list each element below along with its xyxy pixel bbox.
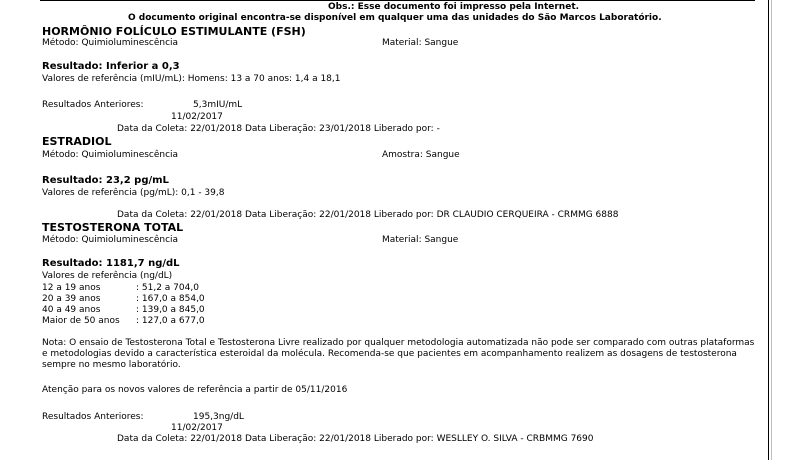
estradiol-collection: Data da Coleta: 22/01/2018 Data Liberação: 22/01/2018 Liberado por: DR CLAUDIO CERQUEIRA - CRMMG 6888 [117,210,619,220]
table-row [42,305,205,316]
range-age: 20 a 39 anos [42,294,101,304]
fsh-material: Material: Sangue [382,38,459,48]
table-row [42,294,205,305]
fsh-previous-value: 5,3mIU/mL [193,100,243,110]
fsh-collection: Data da Coleta: 22/01/2018 Data Liberação: 23/01/2018 Liberado por: - [117,124,440,134]
fsh-previous-date: 11/02/2017 [171,112,223,122]
testosterone-attention: Atenção para os novos valores de referência a partir de 05/11/2016 [42,385,348,395]
testosterone-method: Método: Quimioluminescência [42,235,179,245]
testosterone-previous-value: 195,3ng/dL [193,412,244,422]
page-edge-line [768,0,769,460]
testosterone-material: Material: Sangue [382,235,459,245]
estradiol-reference: Valores de referência (pg/mL): 0,1 - 39,8 [42,188,225,198]
original-notice: O documento original encontra-se disponível em qualquer uma das unidades do São Marcos Laboratório. [128,13,662,23]
fsh-previous-label: Resultados Anteriores: [42,100,144,110]
page-edge-shadow [771,0,772,460]
range-value: : 127,0 a 677,0 [136,316,205,326]
printed-notice: Obs.: Esse documento foi impresso pela Internet. [328,2,580,12]
testosterone-previous-date: 11/02/2017 [171,423,223,433]
estradiol-material: Amostra: Sangue [382,150,460,160]
range-value: : 51,2 a 704,0 [136,283,199,293]
testosterone-title: TESTOSTERONA TOTAL [42,221,184,234]
estradiol-title: ESTRADIOL [42,135,112,148]
testosterone-note: Nota: O ensaio de Testosterona Total e Testosterona Livre realizado por qualquer metodologia automatizada não pode ser comparado com outras plataformas e metodologias devido a característica esteroidal da molécula. Recomenda-se que pacientes em acompanhamento realizem as dosagens de testosterona sempre no mesmo laboratório. [42,338,755,370]
estradiol-result: Resultado: 23,2 pg/mL [42,175,169,186]
fsh-result: Resultado: Inferior a 0,3 [42,61,180,72]
estradiol-method: Método: Quimioluminescência [42,150,179,160]
range-age: Maior de 50 anos [42,316,120,326]
range-value: : 139,0 a 845,0 [136,305,205,315]
top-divider [40,0,755,1]
fsh-reference: Valores de referência (mIU/mL): Homens: 13 a 70 anos: 1,4 a 18,1 [42,74,341,84]
range-age: 40 a 49 anos [42,305,101,315]
table-row [42,283,205,294]
testosterone-collection: Data da Coleta: 22/01/2018 Data Liberação: 22/01/2018 Liberado por: WESLLEY O. SILVA - CRBMMG 7690 [117,434,594,444]
table-row [42,316,205,327]
testosterone-reference-table [42,283,205,327]
range-value: : 167,0 a 854,0 [136,294,205,304]
range-age: 12 a 19 anos [42,283,101,293]
fsh-title: HORMÔNIO FOLÍCULO ESTIMULANTE (FSH) [42,25,306,38]
fsh-method: Método: Quimioluminescência [42,38,179,48]
testosterone-reference-title: Valores de referência (ng/dL) [42,271,173,281]
testosterone-previous-label: Resultados Anteriores: [42,412,144,422]
testosterone-result: Resultado: 1181,7 ng/dL [42,258,180,269]
